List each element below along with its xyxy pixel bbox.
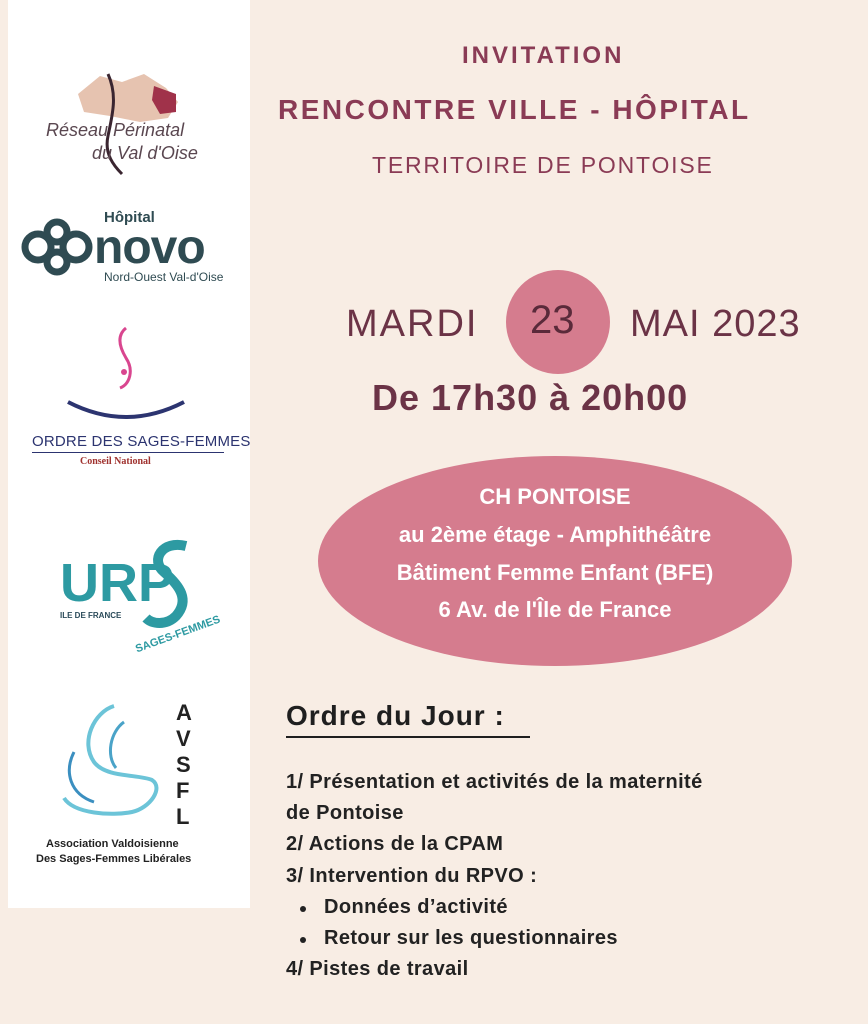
invitation-heading: INVITATION <box>462 42 625 69</box>
avsfl-letter-l: L <box>176 804 190 829</box>
date-day-number: 23 <box>530 298 575 342</box>
rpvo-name-line1: Réseau Périnatal <box>46 120 185 140</box>
location-line-1: CH PONTOISE <box>479 484 631 509</box>
location-line-2: au 2ème étage - Amphithéâtre <box>398 522 712 547</box>
agenda-item: 2/ Actions de la CPAM <box>286 833 504 855</box>
agenda-item: 1/ Présentation et activités de la maternité <box>286 771 703 793</box>
location-line-3: Bâtiment Femme Enfant (BFE) <box>396 560 714 585</box>
novo-brand-name: novo <box>94 221 205 274</box>
date-day-name: MARDI <box>346 303 479 345</box>
agenda-item: 3/ Intervention du RPVO : <box>286 865 538 887</box>
rpvo-name-line2: du Val d'Oise <box>92 143 198 163</box>
agenda-title-underline <box>286 736 530 738</box>
osf-conseil-national: Conseil National <box>80 456 151 467</box>
osf-name: ORDRE DES SAGES-FEMMES <box>32 433 251 450</box>
bullet-icon <box>300 906 306 912</box>
agenda-subitem: Retour sur les questionnaires <box>324 927 618 949</box>
avsfl-name-line2: Des Sages-Femmes Libérales <box>36 853 192 865</box>
avsfl-name-line1: Association Valdoisienne <box>46 838 179 850</box>
novo-knot-logo <box>20 218 94 276</box>
avsfl-letter-f: F <box>176 778 190 803</box>
urps-letters: URP <box>60 553 175 613</box>
avsfl-letter-v: V <box>176 726 191 751</box>
event-subtitle: TERRITOIRE DE PONTOISE <box>372 152 714 178</box>
agenda-item: 4/ Pistes de travail <box>286 958 469 980</box>
location-line-4: 6 Av. de l'Île de France <box>438 597 672 622</box>
event-hours: De 17h30 à 20h00 <box>372 377 689 418</box>
date-month-year: MAI 2023 <box>630 303 801 345</box>
avsfl-letter-a: A <box>176 700 192 725</box>
urps-s-swirl <box>133 536 222 656</box>
novo-region-label: Nord-Ouest Val-d'Oise <box>104 270 224 284</box>
novo-hopital-label: Hôpital <box>104 209 155 226</box>
urps-region-label: ILE DE FRANCE <box>60 611 122 620</box>
agenda-subitem: Données d’activité <box>324 896 508 918</box>
osf-emblem-logo <box>64 322 188 422</box>
agenda-item: de Pontoise <box>286 802 404 824</box>
urps-sages-femmes-label: SAGES-FEMMES <box>133 613 222 656</box>
osf-divider <box>32 452 224 453</box>
avsfl-letter-s: S <box>176 752 191 777</box>
agenda-title: Ordre du Jour : <box>286 700 505 731</box>
bullet-icon <box>300 937 306 943</box>
avsfl-figure-logo <box>54 702 164 822</box>
event-title: RENCONTRE VILLE - HÔPITAL <box>278 94 751 125</box>
